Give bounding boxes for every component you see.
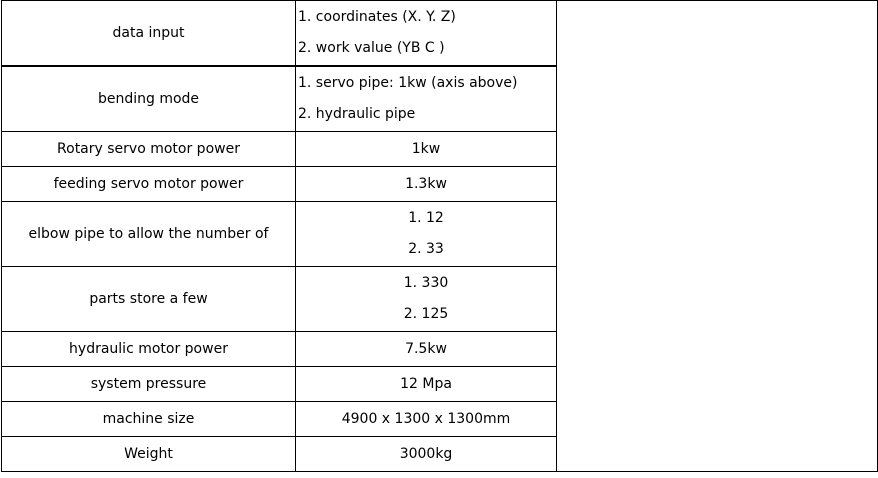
row-label-feeding-servo: feeding servo motor power: [2, 167, 296, 202]
row-label-weight: Weight: [2, 437, 296, 472]
value-line: 2. work value (YB C ): [298, 40, 445, 56]
row-value-system-pressure: 12 Mpa: [296, 367, 557, 402]
value-line: 2. 125: [403, 306, 449, 322]
row-label-elbow-pipe: elbow pipe to allow the number of: [2, 202, 296, 267]
row-value-data-input: [296, 1, 557, 67]
row-value-elbow-pipe: [296, 202, 557, 267]
value-line: 1. coordinates (X. Y. Z): [298, 9, 456, 25]
row-value-feeding-servo: 1.3kw: [296, 167, 557, 202]
spec-table: [1, 0, 878, 472]
row-value-parts-store: [296, 267, 557, 332]
table-row: [2, 1, 878, 67]
row-value-machine-size: 4900 x 1300 x 1300mm: [296, 402, 557, 437]
row-value-rotary-servo: 1kw: [296, 132, 557, 167]
value-line: 1. 330: [403, 275, 449, 291]
value-line: 1. servo pipe: 1kw (axis above): [298, 75, 518, 91]
row-label-rotary-servo: Rotary servo motor power: [2, 132, 296, 167]
value-line: 1. 12: [408, 210, 444, 226]
value-line: 2. hydraulic pipe: [298, 106, 416, 122]
row-value-bending-mode: [296, 66, 557, 132]
row-label-bending-mode: bending mode: [2, 66, 296, 132]
blank-column: [557, 1, 878, 472]
row-value-hydraulic-motor: 7.5kw: [296, 332, 557, 367]
value-line: 2. 33: [408, 241, 444, 257]
row-label-machine-size: machine size: [2, 402, 296, 437]
row-value-weight: 3000kg: [296, 437, 557, 472]
row-label-parts-store: parts store a few: [2, 267, 296, 332]
row-label-hydraulic-motor: hydraulic motor power: [2, 332, 296, 367]
row-label-system-pressure: system pressure: [2, 367, 296, 402]
row-label-data-input: data input: [2, 1, 296, 67]
